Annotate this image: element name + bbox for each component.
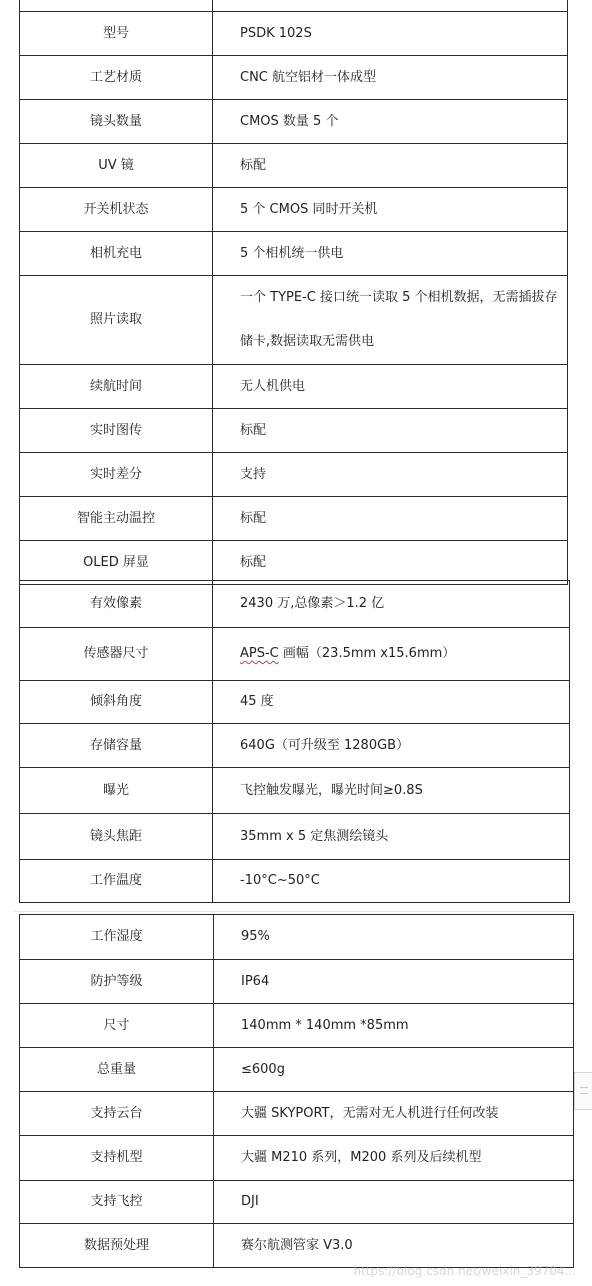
spec-value: 640G（可升级至 1280GB） [213, 724, 570, 768]
spec-label: 镜头焦距 [20, 814, 213, 860]
spec-value: 35mm x 5 定焦测绘镜头 [213, 814, 570, 860]
spec-value: IP64 [214, 960, 574, 1004]
section-divider [14, 911, 576, 912]
table-row [20, 1224, 574, 1268]
spec-label: 防护等级 [20, 960, 214, 1004]
table-row [20, 1048, 574, 1092]
spec-label: 续航时间 [20, 365, 213, 409]
table-row [20, 232, 568, 276]
table-row [20, 1136, 574, 1181]
spec-label: 开关机状态 [20, 188, 213, 232]
spec-value: CMOS 数量 5 个 [213, 100, 568, 144]
spec-label: 照片读取 [20, 276, 213, 365]
spec-value: 赛尔航测管家 V3.0 [214, 1224, 574, 1268]
spec-value: 95% [214, 915, 574, 960]
spec-value: 一个 TYPE-C 接口统一读取 5 个相机数据，无需插拔存储卡,数据读取无需供电 [213, 276, 568, 365]
table-row [20, 409, 568, 453]
table-row [20, 860, 570, 903]
table-row [20, 56, 568, 100]
table-row [20, 581, 570, 628]
spec-label: 智能主动温控 [20, 497, 213, 541]
table-row [20, 1181, 574, 1224]
table-row [20, 276, 568, 365]
spec-label: UV 镜 [20, 144, 213, 188]
table-top-edge-middle [212, 0, 213, 11]
spec-label: 镜头数量 [20, 100, 213, 144]
spec-label: 支持飞控 [20, 1181, 214, 1224]
table-row [20, 960, 574, 1004]
spec-value: PSDK 102S [213, 12, 568, 56]
table-row [20, 814, 570, 860]
spellcheck-marked-text: APS-C [240, 646, 279, 661]
spec-value: 标配 [213, 497, 568, 541]
table-row [20, 453, 568, 497]
spec-label: 曝光 [20, 768, 213, 814]
table-row [20, 724, 570, 768]
spec-value: 大疆 SKYPORT，无需对无人机进行任何改装 [214, 1092, 574, 1136]
table-row [20, 12, 568, 56]
spec-value: 标配 [213, 541, 568, 585]
table-row [20, 1092, 574, 1136]
spec-value: 标配 [213, 144, 568, 188]
spec-label: 倾斜角度 [20, 681, 213, 724]
table-top-edge-right [567, 0, 568, 11]
table-top-edge-left [19, 0, 20, 11]
spec-value: 大疆 M210 系列，M200 系列及后续机型 [214, 1136, 574, 1181]
table-row [20, 628, 570, 681]
spec-value: 5 个相机统一供电 [213, 232, 568, 276]
spec-value: -10°C~50°C [213, 860, 570, 903]
table-row [20, 768, 570, 814]
spec-label: 实时图传 [20, 409, 213, 453]
spec-label: 存储容量 [20, 724, 213, 768]
spec-table-general [19, 11, 568, 585]
spec-value: CNC 航空铝材一体成型 [213, 56, 568, 100]
spec-label: 支持机型 [20, 1136, 214, 1181]
spec-label: 型号 [20, 12, 213, 56]
spec-value: 无人机供电 [213, 365, 568, 409]
spec-value: DJI [214, 1181, 574, 1224]
spec-label: 数据预处理 [20, 1224, 214, 1268]
spec-value [213, 628, 570, 681]
table-row [20, 681, 570, 724]
table-row [20, 188, 568, 232]
spec-label: 支持云台 [20, 1092, 214, 1136]
spec-value: 45 度 [213, 681, 570, 724]
spec-value: ≤600g [214, 1048, 574, 1092]
spec-label: 尺寸 [20, 1004, 214, 1048]
spec-label: 实时差分 [20, 453, 213, 497]
spec-value: 飞控触发曝光，曝光时间≥0.8S [213, 768, 570, 814]
table-row [20, 541, 568, 585]
spec-label: 工作湿度 [20, 915, 214, 960]
table-row [20, 497, 568, 541]
spec-value: 2430 万,总像素＞1.2 亿 [213, 581, 570, 628]
watermark-text: https://blog.csdn.net/weixin_39704... [353, 1264, 576, 1278]
spec-table-camera [19, 580, 570, 903]
table-row [20, 365, 568, 409]
spec-table-physical [19, 914, 574, 1268]
table-row [20, 915, 574, 960]
spec-label: 传感器尺寸 [20, 628, 213, 681]
spec-value: 140mm * 140mm *85mm [214, 1004, 574, 1048]
spec-label: 工艺材质 [20, 56, 213, 100]
side-scroll-tab[interactable] [574, 1072, 592, 1110]
spec-value: 支持 [213, 453, 568, 497]
spec-label: 总重量 [20, 1048, 214, 1092]
spec-label: OLED 屏显 [20, 541, 213, 585]
spec-value: 5 个 CMOS 同时开关机 [213, 188, 568, 232]
spec-label: 工作温度 [20, 860, 213, 903]
table-row [20, 1004, 574, 1048]
table-row [20, 144, 568, 188]
spec-label: 有效像素 [20, 581, 213, 628]
spec-label: 相机充电 [20, 232, 213, 276]
spec-value-rest: 画幅（23.5mm x15.6mm） [278, 646, 456, 661]
table-row [20, 100, 568, 144]
spec-value: 标配 [213, 409, 568, 453]
